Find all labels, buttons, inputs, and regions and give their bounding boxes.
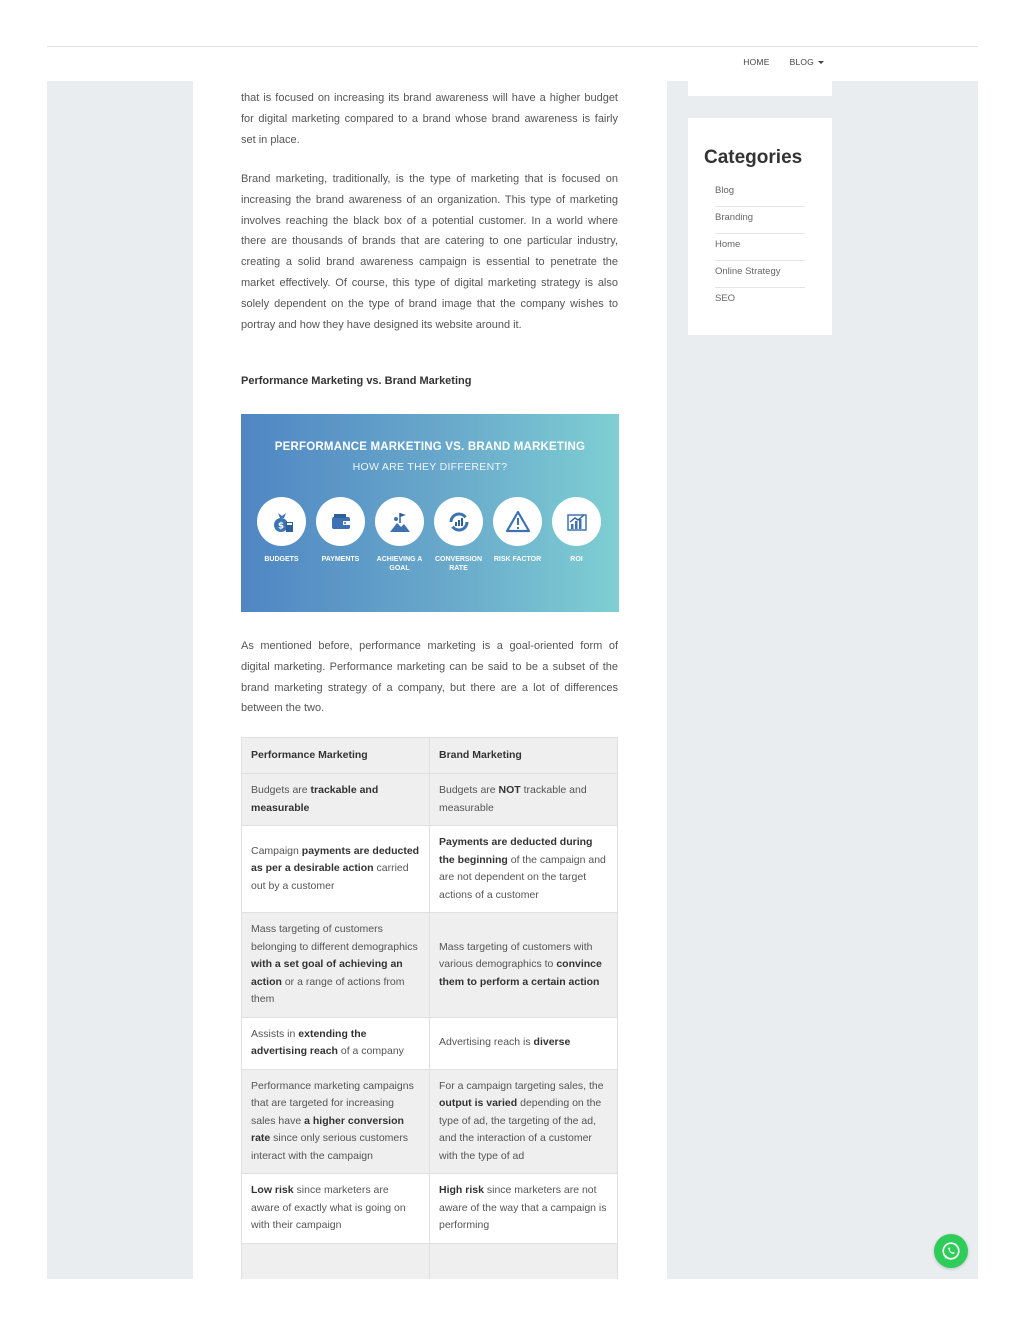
top-navbar — [47, 47, 978, 81]
categories-widget — [688, 118, 832, 335]
warning-icon — [493, 497, 542, 546]
emphasis-text: convince them to perform a certain action — [439, 958, 602, 988]
cell-text: Performance marketing campaigns that are targeted for increasing sales have — [251, 1079, 414, 1127]
cell-text: depending on the type of ad, the targeting of the ad, and the interaction of a customer with the type of ad — [439, 1097, 602, 1162]
article-content — [193, 47, 667, 1279]
emphasis-text: a higher conversion rate — [251, 1114, 404, 1144]
category-blog[interactable]: Blog — [715, 180, 805, 207]
table-cell-brand — [430, 1069, 618, 1174]
article-paragraph-1: that is focused on increasing its brand awareness will have a higher budget for digital marketing compared to a brand whose brand awareness is fairly set in place. — [241, 92, 618, 146]
emphasis-text: NOT — [498, 784, 521, 796]
table-row — [242, 913, 618, 1018]
wallet-icon — [316, 497, 365, 546]
nav-home[interactable]: HOME — [743, 57, 770, 67]
banner-title: PERFORMANCE MARKETING VS. BRAND MARKETING — [274, 441, 586, 453]
comparison-banner-image — [241, 414, 619, 612]
table-cell-performance — [242, 1174, 430, 1244]
table-cell-performance — [242, 826, 430, 913]
table-row — [242, 1069, 618, 1174]
cell-text: Advertising reach is — [439, 1036, 534, 1049]
cell-text: Mass targeting of customers with various demographics to — [439, 940, 593, 970]
emphasis-text: extending the advertising reach — [251, 1027, 367, 1057]
table-cell-brand — [430, 826, 618, 913]
conversion-cycle-icon — [434, 497, 483, 546]
table-cell-brand — [430, 1174, 618, 1244]
table-header-row — [242, 738, 618, 774]
comparison-table — [241, 737, 618, 1279]
banner-item-roi: ROI — [552, 497, 601, 573]
table-cell-empty — [430, 1243, 618, 1279]
cell-text: or a range of actions from them — [251, 975, 405, 1005]
article-paragraph-2: Brand marketing, traditionally, is the type of marketing that is focused on increasing the brand awareness of an organization. This type of marketing involves reaching the black box of a potential customer. In a world where there are thousands of brands that are catering to one particular industry, creating a solid brand awareness campaign is essential to penetrate the market effectively. Of course, this type of digital marketing strategy is also solely dependent on the type of brand image that the company wishes to portray and how they have designed its website around it. — [241, 173, 618, 331]
table-cell-brand — [430, 913, 618, 1018]
table-header-brand: Brand Marketing — [430, 738, 618, 774]
whatsapp-icon — [940, 1240, 962, 1262]
emphasis-text: Low risk — [251, 1184, 294, 1196]
cell-text: since only serious customers interact with the campaign — [251, 1132, 408, 1162]
category-online-strategy[interactable]: Online Strategy — [715, 261, 805, 288]
emphasis-text: with a set goal of achieving an action — [251, 958, 403, 988]
emphasis-text: output is varied — [439, 1097, 518, 1109]
banner-item-budgets: $ BUDGETS — [257, 497, 306, 573]
category-seo[interactable]: SEO — [715, 293, 736, 304]
table-cell-brand — [430, 1017, 618, 1069]
table-cell-performance — [242, 1017, 430, 1069]
categories-list — [715, 180, 805, 315]
banner-item-risk-factor: RISK FACTOR — [493, 497, 542, 573]
emphasis-text: High risk — [439, 1184, 484, 1196]
section-heading: Performance Marketing vs. Brand Marketing — [241, 375, 472, 387]
nav-blog[interactable] — [790, 57, 824, 67]
cell-text: of a company — [337, 1045, 404, 1057]
cell-text: carried out by a customer — [251, 862, 409, 892]
table-row — [242, 774, 618, 826]
banner-icon-row — [257, 497, 601, 573]
table-row — [242, 826, 618, 913]
nav-blog-label: BLOG — [789, 57, 814, 67]
growth-chart-icon — [552, 497, 601, 546]
cell-text: since marketers are aware of exactly what is going on with their campaign — [251, 1184, 406, 1231]
table-cell-performance — [242, 1069, 430, 1174]
category-home[interactable]: Home — [715, 234, 805, 261]
cell-text: For a campaign targeting sales, the — [439, 1079, 604, 1092]
article-paragraph-3: As mentioned before, performance marketing is a goal-oriented form of digital marketing. Performance marketing can be said to be a subset of the brand marketing strategy of a company, but there are a lot of differences between the two. — [241, 640, 618, 715]
table-cell-performance — [242, 774, 430, 826]
cell-text: Campaign — [251, 844, 302, 857]
banner-item-payments: PAYMENTS — [316, 497, 365, 573]
emphasis-text: diverse — [533, 1036, 571, 1049]
summit-flag-icon — [375, 497, 424, 546]
cell-text: Assists in — [251, 1027, 299, 1040]
banner-item-conversion-rate: CONVERSION RATE — [434, 497, 483, 573]
cell-text: trackable and measurable — [439, 784, 587, 814]
table-header-performance: Performance Marketing — [242, 738, 430, 774]
emphasis-text: trackable and measurable — [251, 784, 379, 814]
categories-title: Categories — [704, 147, 803, 168]
cell-text: Budgets are — [439, 784, 499, 796]
table-row — [242, 1017, 618, 1069]
table-body — [242, 774, 618, 1280]
cell-text: Budgets are — [251, 784, 311, 796]
cell-text: of the campaign and are not dependent on the target actions of a customer — [439, 853, 606, 901]
cell-text: Mass targeting of customers belonging to different demographics — [251, 923, 418, 953]
banner-item-achieving-a-goal: ACHIEVING A GOAL — [375, 497, 424, 573]
main-menu — [743, 57, 824, 67]
emphasis-text: payments are deducted as per a desirable action — [251, 844, 420, 875]
emphasis-text: Payments are deducted during the beginning — [439, 836, 593, 866]
svg-text:$: $ — [277, 521, 284, 531]
caret-down-icon — [818, 61, 824, 64]
sidebar-widget-previous — [688, 81, 832, 96]
banner-subtitle: HOW ARE THEY DIFFERENT? — [352, 461, 508, 473]
table-cell-performance — [242, 913, 430, 1018]
table-row — [242, 1174, 618, 1244]
money-bag-icon — [257, 497, 306, 546]
table-cell-brand — [430, 774, 618, 826]
whatsapp-chat-button[interactable] — [934, 1234, 968, 1268]
table-cell-empty — [242, 1243, 430, 1279]
cell-text: since marketers are not aware of the way that a campaign is performing — [439, 1184, 607, 1231]
category-branding[interactable]: Branding — [715, 207, 805, 234]
table-row — [242, 1243, 618, 1279]
